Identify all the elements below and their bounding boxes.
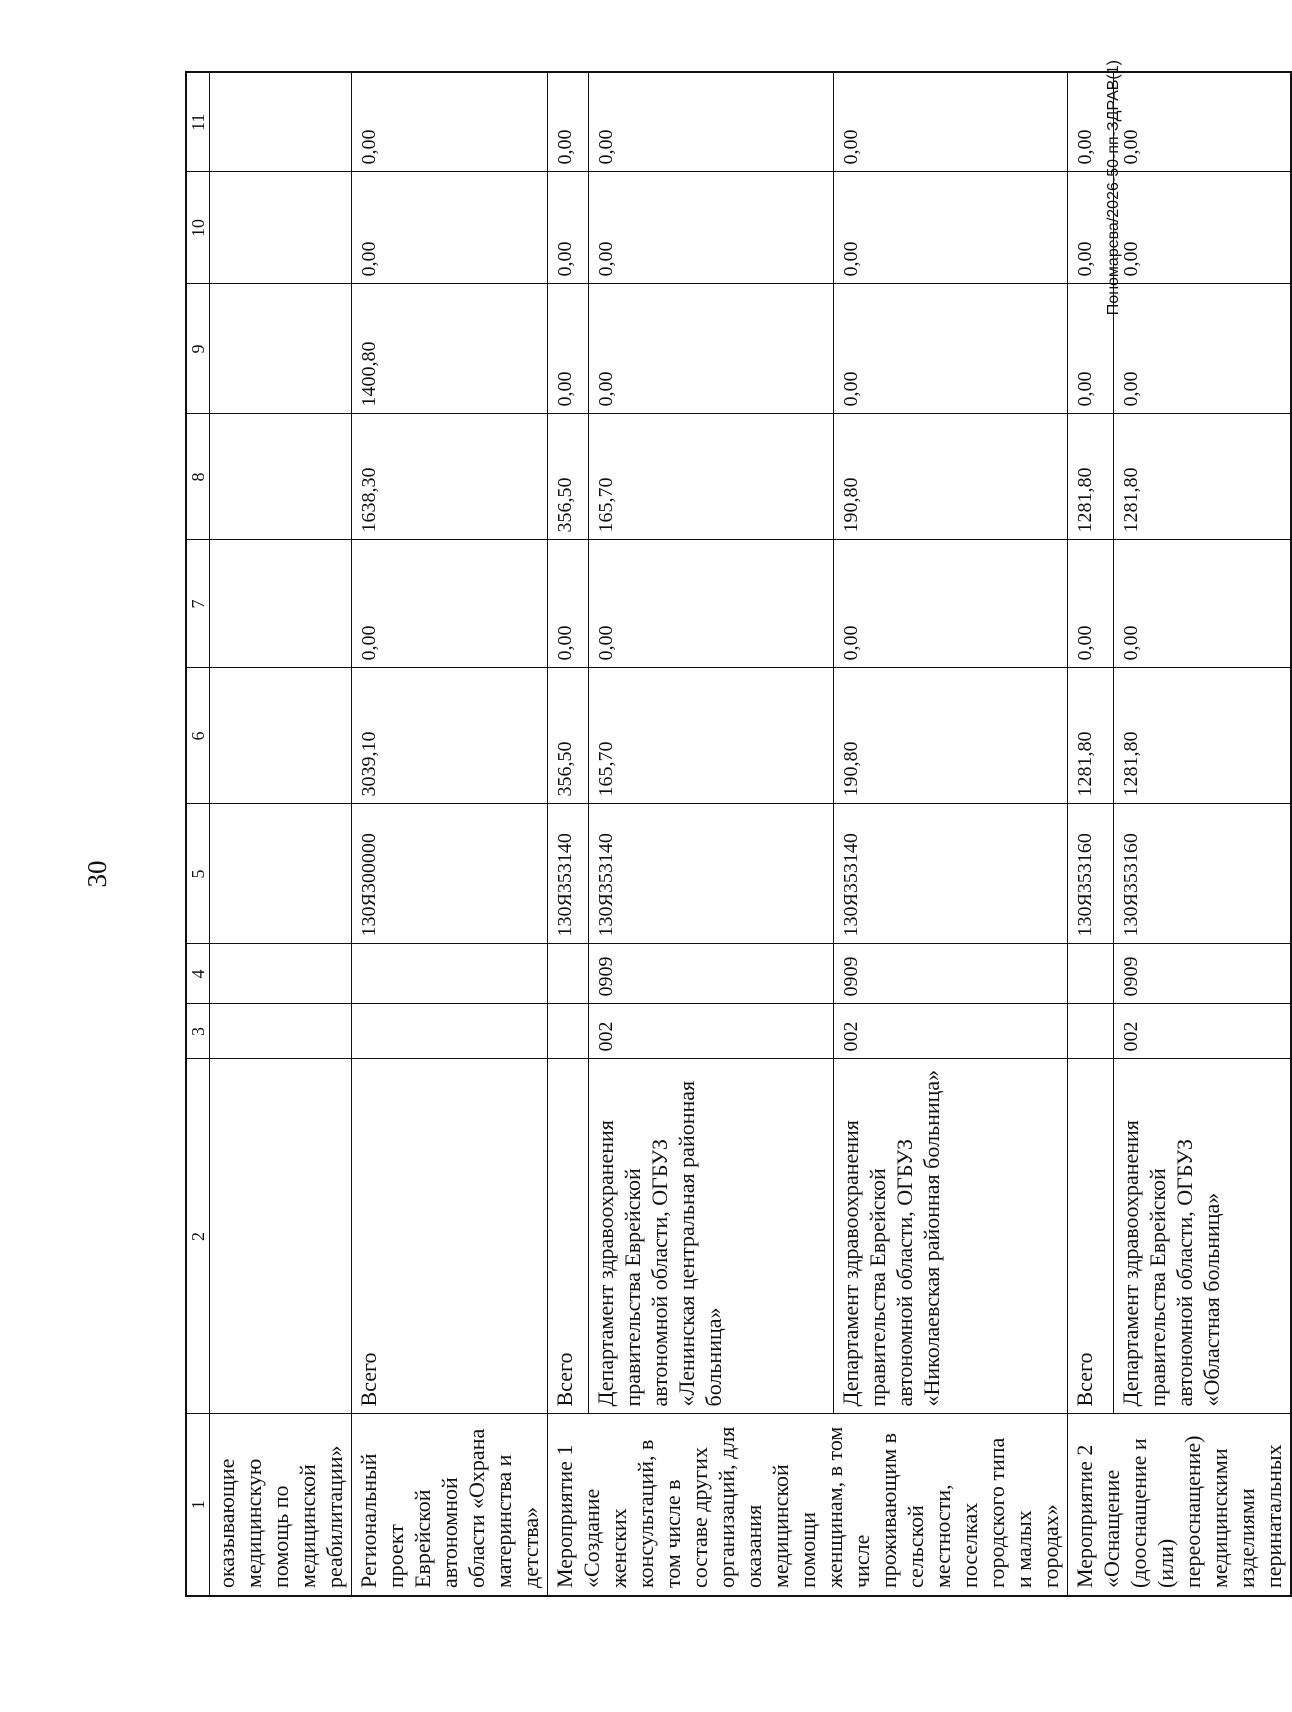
cell	[210, 804, 352, 944]
code-cell: 130Я300000	[352, 804, 548, 944]
amount-cell: 0,00	[588, 284, 833, 414]
amount-cell: 0,00	[548, 284, 589, 414]
recipient-cell: Департамент здравоохранения правительства Еврейской автономной области, ОГБУЗ «Николаевская районная больница»	[834, 1059, 1068, 1414]
code-cell: 130Я353140	[588, 804, 833, 944]
amount-cell: 1638,30	[352, 414, 548, 540]
cell	[210, 414, 352, 540]
code-cell: 130Я353160	[1114, 804, 1292, 944]
amount-cell: 0,00	[1114, 172, 1292, 284]
amount-cell: 1281,80	[1114, 414, 1292, 540]
code-cell: 130Я353160	[1068, 804, 1114, 944]
amount-cell: 0,00	[834, 540, 1068, 668]
recipient-cell: Всего	[548, 1059, 589, 1414]
recipient-cell: Всего	[352, 1059, 548, 1414]
table-row	[352, 72, 548, 1596]
amount-cell: 0,00	[548, 72, 589, 172]
amount-cell: 3039,10	[352, 668, 548, 804]
cell	[210, 1004, 352, 1059]
amount-cell: 1400,80	[352, 284, 548, 414]
row-title: Мероприятие 1 «Создание женских консультаций, в том числе в составе других организаций, для оказания медицинской помощи женщинам, в том числе проживающим в сельской местности, поселках городского типа и малых городах»	[548, 1414, 1068, 1596]
recipient-cell: Всего	[1068, 1059, 1114, 1414]
column-number: 5	[186, 804, 210, 944]
amount-cell: 190,80	[834, 668, 1068, 804]
amount-cell: 165,70	[588, 668, 833, 804]
row-title: Мероприятие 2 «Оснащение (дооснащение и (или) переоснащение) медицинскими изделиями перинатальных	[1068, 1414, 1292, 1596]
recipient-cell: Департамент здравоохранения правительства Еврейской автономной области, ОГБУЗ «Ленинская центральная районная больница»	[588, 1059, 833, 1414]
table-row	[588, 72, 833, 1596]
amount-cell: 0,00	[548, 172, 589, 284]
cell	[210, 944, 352, 1004]
cell: 002	[588, 1004, 833, 1059]
cell	[1068, 1004, 1114, 1059]
amount-cell: 1281,80	[1068, 414, 1114, 540]
row-title: Региональный проект Еврейской автономной области «Охрана материнства и детства»	[352, 1414, 548, 1596]
cell	[210, 72, 352, 172]
column-number: 1	[186, 1414, 210, 1596]
cell	[210, 668, 352, 804]
cell	[210, 284, 352, 414]
cell	[548, 944, 589, 1004]
amount-cell: 190,80	[834, 414, 1068, 540]
table-row	[834, 72, 1068, 1596]
table-row	[1114, 72, 1292, 1596]
row-title: оказывающие медицинскую помощь по медицинской реабилитации»	[210, 1414, 352, 1596]
column-number: 7	[186, 540, 210, 668]
column-number: 4	[186, 944, 210, 1004]
amount-cell: 1281,80	[1114, 668, 1292, 804]
amount-cell: 0,00	[834, 72, 1068, 172]
document-footer: Пономарева/2026-50-пп-ЗДРАВ(1)	[1105, 60, 1122, 316]
page-number: 30	[82, 860, 112, 888]
amount-cell: 0,00	[1114, 284, 1292, 414]
table-row	[210, 72, 352, 1596]
amount-cell: 1281,80	[1068, 668, 1114, 804]
cell	[1068, 944, 1114, 1004]
column-number-row	[186, 72, 210, 1596]
column-number: 3	[186, 1004, 210, 1059]
amount-cell: 0,00	[1114, 540, 1292, 668]
cell	[210, 540, 352, 668]
amount-cell: 0,00	[548, 540, 589, 668]
column-number: 9	[186, 284, 210, 414]
cell	[210, 172, 352, 284]
amount-cell: 0,00	[834, 284, 1068, 414]
amount-cell: 0,00	[588, 72, 833, 172]
amount-cell: 0,00	[352, 72, 548, 172]
column-number: 2	[186, 1059, 210, 1414]
amount-cell: 0,00	[1068, 540, 1114, 668]
cell: 0909	[834, 944, 1068, 1004]
cell	[352, 944, 548, 1004]
code-cell: 130Я353140	[548, 804, 589, 944]
column-number: 10	[186, 172, 210, 284]
cell: 002	[834, 1004, 1068, 1059]
recipient-cell: Департамент здравоохранения правительства Еврейской автономной области, ОГБУЗ «Областная больница»	[1114, 1059, 1292, 1414]
amount-cell: 356,50	[548, 414, 589, 540]
cell	[210, 1059, 352, 1414]
amount-cell: 0,00	[352, 172, 548, 284]
code-cell: 130Я353140	[834, 804, 1068, 944]
amount-cell: 0,00	[1068, 172, 1114, 284]
amount-cell: 165,70	[588, 414, 833, 540]
cell: 0909	[588, 944, 833, 1004]
cell: 002	[1114, 1004, 1292, 1059]
amount-cell: 0,00	[1114, 72, 1292, 172]
table-row	[548, 72, 589, 1596]
budget-table	[185, 71, 1292, 1597]
column-number: 8	[186, 414, 210, 540]
amount-cell: 0,00	[834, 172, 1068, 284]
cell	[548, 1004, 589, 1059]
cell	[352, 1004, 548, 1059]
column-number: 6	[186, 668, 210, 804]
amount-cell: 0,00	[352, 540, 548, 668]
amount-cell: 0,00	[588, 172, 833, 284]
column-number: 11	[186, 72, 210, 172]
amount-cell: 0,00	[1068, 72, 1114, 172]
cell: 0909	[1114, 944, 1292, 1004]
amount-cell: 356,50	[548, 668, 589, 804]
amount-cell: 0,00	[1068, 284, 1114, 414]
amount-cell: 0,00	[588, 540, 833, 668]
